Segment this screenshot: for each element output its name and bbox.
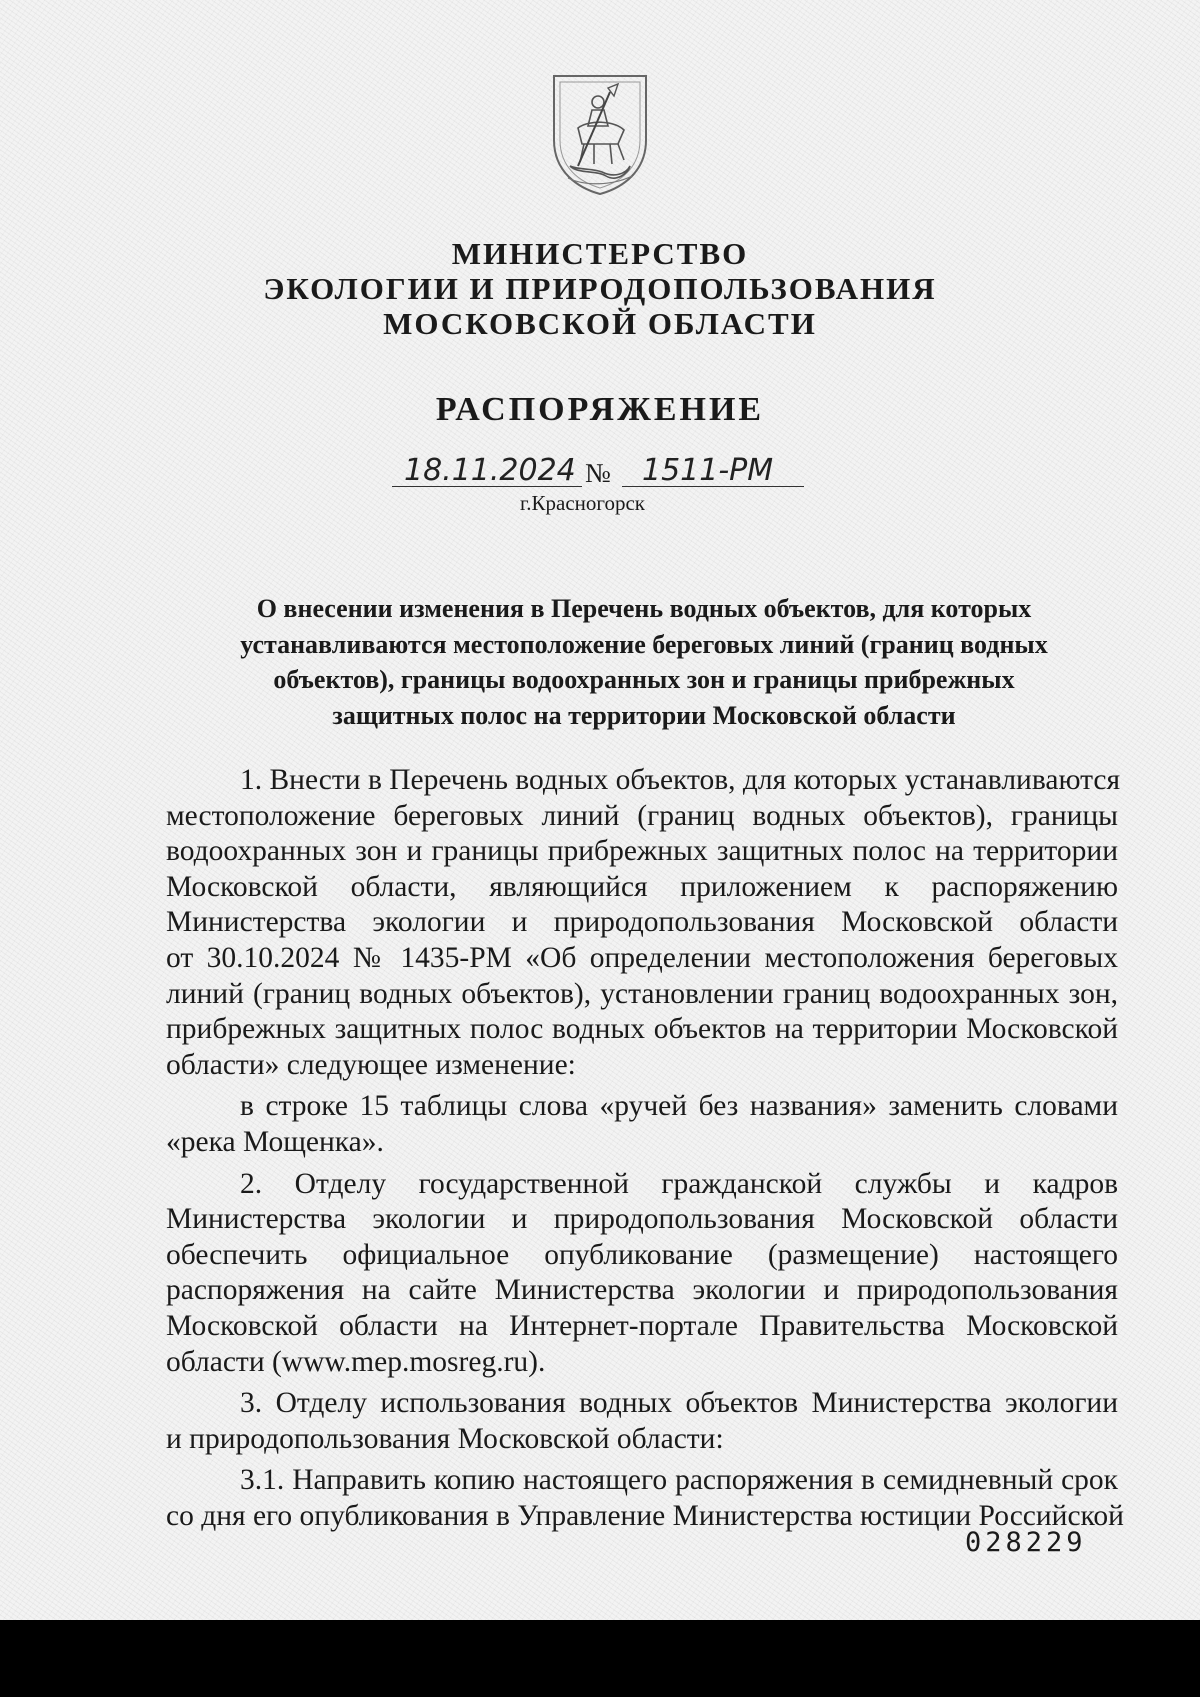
document-body (166, 763, 1124, 1534)
document-type-title: РАСПОРЯЖЕНИЕ (435, 391, 765, 428)
paragraph-2-line: Министерства экологии и природопользования Московской области (166, 1203, 1118, 1236)
date-number-line (392, 454, 804, 490)
moscow-region-coat-of-arms-icon (548, 70, 652, 198)
paragraph-1-line: Министерства экологии и природопользования Московской области (166, 906, 1118, 939)
paragraph-1-line: местоположение береговых линий (границ водных объектов), границы (166, 799, 1118, 832)
paragraph-1a-line: «река Мощенка». (166, 1125, 384, 1158)
paragraph-2-line: 2. Отделу государственной гражданской службы и кадров (240, 1167, 1118, 1200)
paragraph-1a-line: в строке 15 таблицы слова «ручей без названия» заменить словами (240, 1090, 1118, 1123)
subject-line: объектов), границы водоохранных зон и границы прибрежных (273, 665, 1015, 694)
paragraph-2-line: области (www.mep.mosreg.ru). (166, 1345, 546, 1378)
paragraph-1-line: от 30.10.2024 № 1435-РМ «Об определении местоположения береговых (166, 941, 1118, 974)
number-sign: № (585, 458, 611, 488)
subject-line: защитных полос на территории Московской области (332, 700, 956, 730)
ministry-line: МОСКОВСКОЙ ОБЛАСТИ (383, 306, 817, 341)
paragraph-1-line: Московской области, являющийся приложением к распоряжению (166, 870, 1118, 903)
subject-line: О внесении изменения в Перечень водных объектов, для которых (256, 594, 1032, 623)
ministry-line: ЭКОЛОГИИ И ПРИРОДОПОЛЬЗОВАНИЯ (263, 271, 937, 306)
paragraph-1-line: линий (границ водных объектов), установлении границ водоохранных зон, (166, 977, 1118, 1010)
paragraph-2-line: обеспечить официальное опубликование (размещение) настоящего (166, 1238, 1118, 1271)
paragraph-3-line: 3. Отделу использования водных объектов Министерства экологии (240, 1387, 1118, 1420)
ministry-name (0, 236, 1200, 341)
number-underline (622, 486, 804, 487)
scan-bottom-border (0, 1620, 1200, 1697)
paragraph-1-line: прибрежных защитных полос водных объектов на территории Московской (166, 1013, 1118, 1046)
handwritten-number: 1511-РМ (642, 453, 774, 488)
paragraph-1-line: 1. Внести в Перечень водных объектов, для которых устанавливаются (240, 764, 1121, 796)
paragraph-2-line: Московской области на Интернет-портале Правительства Московской (166, 1309, 1118, 1342)
date-underline (392, 486, 582, 487)
paragraph-3-line: и природопользования Московской области: (166, 1422, 724, 1455)
paragraph-2-line: распоряжения на сайте Министерства экологии и природопользования (166, 1274, 1118, 1307)
ministry-line: МИНИСТЕРСТВО (451, 236, 749, 271)
paragraph-3-1-line: со дня его опубликования в Управление Министерства юстиции Российской (166, 1499, 1124, 1532)
paragraph-1-line: водоохранных зон и границы прибрежных защитных полос на территории (166, 835, 1118, 868)
form-serial-number: 028229 (965, 1527, 1087, 1558)
handwritten-date: 18.11.2024 (404, 453, 576, 488)
subject-line: устанавливаются местоположение береговых линий (границ водных (240, 629, 1048, 659)
document-subject (186, 591, 1102, 733)
paragraph-1-line: области» следующее изменение: (166, 1048, 576, 1081)
city-name: г.Красногорск (520, 491, 645, 515)
paragraph-3-1-line: 3.1. Направить копию настоящего распоряжения в семидневный срок (240, 1464, 1118, 1497)
